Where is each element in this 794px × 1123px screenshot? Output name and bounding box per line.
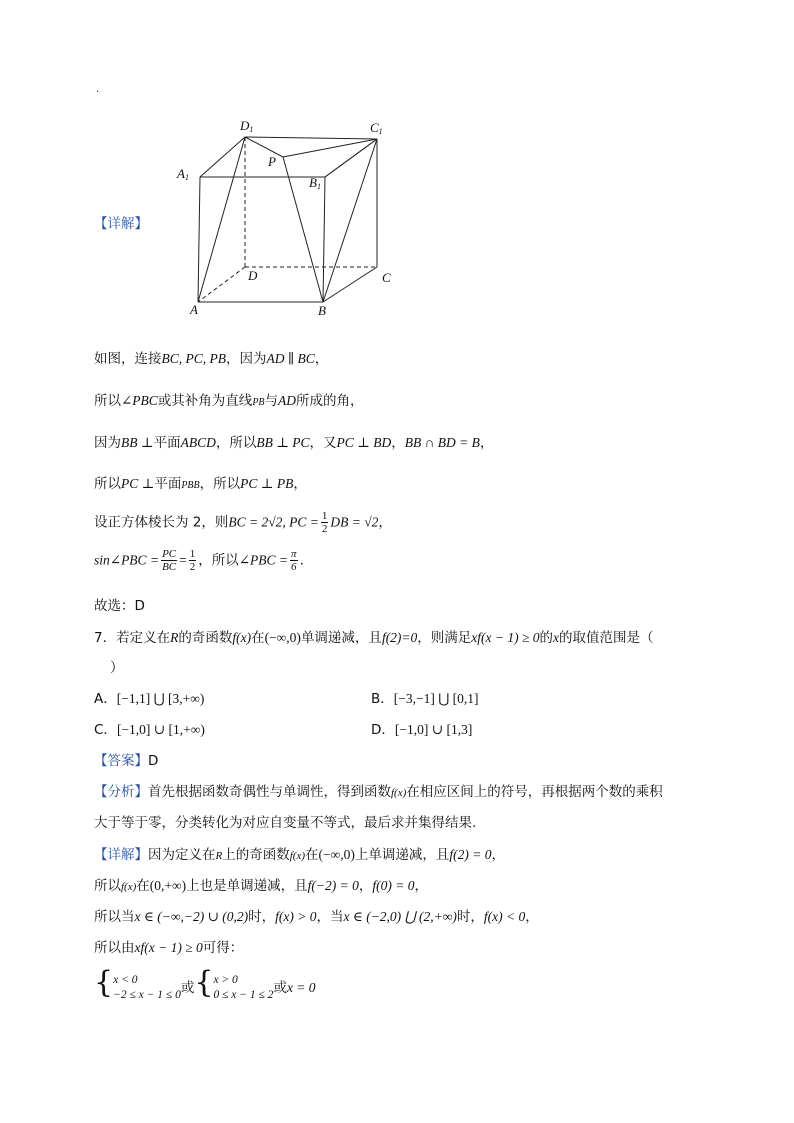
edge-b-c [323, 267, 377, 302]
detail-tag: 【详解】 [94, 216, 148, 232]
q7-option-c[interactable]: C．[−1,0] ∪ [1,+∞) [94, 722, 205, 738]
sol6-choice: 故选：D [94, 598, 145, 614]
sol6-line3: 因为BB ⊥平面ABCD，所以BB ⊥ PC，又PC ⊥ BD，BB ∩ BD = B， [94, 435, 494, 451]
edge-b1-b [323, 177, 325, 302]
stray-dot: . [96, 84, 100, 95]
label-c1: C1 [370, 120, 383, 136]
edge-a1-d1 [200, 137, 245, 177]
label-a1: A1 [177, 166, 189, 182]
sol6-line5: 设正方体棱长为 2，则BC = 2√2, PC = $\frac{1}{2}$ DB = √2， [94, 510, 392, 535]
edge-a1-a [198, 177, 200, 302]
sol6-line6: sin∠PBC = $\frac{PC}{BC}$ = $\frac{1}{2}$ ，所以∠PBC = $\frac{\pi}{6}$ . [94, 548, 304, 573]
segment-d1-a [198, 137, 245, 302]
label-d: D [248, 268, 258, 283]
q7-option-d[interactable]: D．[−1,0] ∪ [1,3] [371, 722, 473, 738]
q7-stem-line1: 7．若定义在R的奇函数f(x)在(−∞,0)单调递减，且f(2)=0，则满足xf(x − 1) ≥ 0的x的取值范围是（ [94, 630, 654, 646]
label-p: P [268, 154, 276, 169]
analysis-line2: 大于等于零，分类转化为对应自变量不等式，最后求并集得结果. [94, 815, 477, 831]
q7-option-a[interactable]: A．[−1,1] ⋃ [3,+∞) [94, 691, 205, 707]
segment-c1-b [323, 139, 377, 302]
label-d1: D1 [240, 118, 254, 134]
sol6-line4: 所以PC ⊥平面PBB，所以PC ⊥ PB， [94, 476, 307, 492]
segment-p-c1 [283, 139, 377, 157]
sol6-line1: 如图，连接BC, PC, PB，因为AD ∥ BC， [94, 351, 329, 367]
detail2-line3: 所以当x ∈ (−∞,−2) ∪ (0,2)时，f(x) > 0，当x ∈ (−2,0) ⋃ (2,+∞)时，f(x) < 0， [94, 909, 539, 925]
label-c: C [382, 270, 391, 285]
cube-figure [170, 112, 400, 322]
segment-p-b [283, 157, 323, 302]
label-b: B [318, 303, 326, 318]
sol6-line2: 所以∠PBC或其补角为直线PB与AD所成的角， [94, 393, 364, 409]
detail2-line4: 所以由xf(x − 1) ≥ 0可得： [94, 940, 244, 956]
detail2-systems: { x < 0 −2 ≤ x − 1 ≤ 0 或{ x > 0 0 ≤ x − 1 ≤ 2 或x = 0 [94, 965, 316, 1001]
detail2-line1: 【详解】因为定义在R上的奇函数f(x)在(−∞,0)上单调递减，且f(2) = 0， [94, 847, 505, 863]
edge-d1-c1 [245, 137, 377, 139]
q7-option-b[interactable]: B．[−3,−1] ⋃ [0,1] [371, 691, 479, 707]
edge-d-a-hidden [198, 267, 245, 302]
label-b1: B1 [309, 175, 321, 191]
label-a: A [190, 302, 198, 317]
answer-line: 【答案】D [94, 753, 159, 769]
segment-b1-c1 [325, 139, 377, 177]
analysis-line1: 【分析】首先根据函数奇偶性与单调性，得到函数f(x)在相应区间上的符号，再根据两个数的乘积 [94, 784, 663, 800]
detail2-line2: 所以f(x)在(0,+∞)上也是单调递减，且f(−2) = 0，f(0) = 0， [94, 878, 428, 894]
q7-stem-line2: ） [110, 660, 124, 676]
segment-p-d1 [245, 137, 283, 157]
